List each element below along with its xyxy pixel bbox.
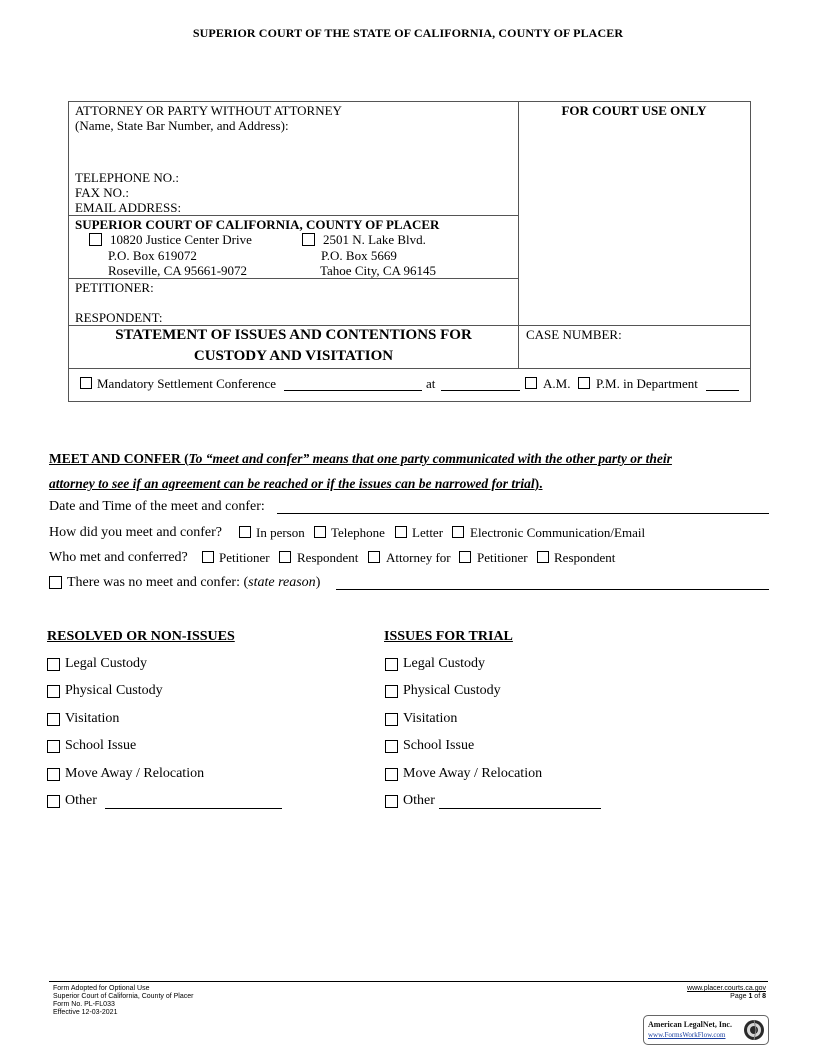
trial-heading: ISSUES FOR TRIAL [384,629,513,644]
tahoe-checkbox[interactable] [302,233,315,246]
meet-date-label: Date and Time of the meet and confer: [49,499,265,514]
email-label: EMAIL ADDRESS: [75,200,182,215]
resolved-other-field[interactable] [105,796,282,809]
trial-school-checkbox[interactable] [385,740,398,753]
logo-name: American LegalNet, Inc. [648,1020,732,1029]
department-field[interactable] [706,378,739,391]
trial-other-label: Other [403,793,435,808]
resolved-visitation-checkbox[interactable] [47,713,60,726]
attorney-label: ATTORNEY OR PARTY WITHOUT ATTORNEY [75,103,342,118]
case-number-label: CASE NUMBER: [526,327,622,342]
form-title-line1: STATEMENT OF ISSUES AND CONTENTIONS FOR [115,327,472,343]
divider-msc [68,368,750,369]
trial-visitation-checkbox[interactable] [385,713,398,726]
how-electronic-checkbox[interactable] [452,526,464,538]
resolved-physical-custody-label: Physical Custody [65,683,163,698]
roseville-city: Roseville, CA 95661-9072 [108,263,248,278]
footer-line-4: Effective 12-03-2021 [53,1009,118,1016]
divider-title [68,325,750,326]
footer-line-1: Form Adopted for Optional Use [53,985,150,992]
how-electronic-label: Electronic Communication/Email [470,525,646,540]
pm-label: P.M. in Department [596,376,698,391]
footer-left [53,985,193,1017]
msc-checkbox[interactable] [80,377,92,389]
no-meet-text: There was no meet and confer: ( [67,575,249,590]
trial-visitation-label: Visitation [403,711,458,726]
who-petitioner-checkbox[interactable] [202,551,214,563]
trial-legal-custody-label: Legal Custody [403,656,486,671]
court-name: SUPERIOR COURT OF CALIFORNIA, COUNTY OF PLACER [75,217,440,232]
trial-physical-custody-checkbox[interactable] [385,685,398,698]
meet-heading-end: ). [534,476,543,491]
who-petitioner-label: Petitioner [219,550,270,565]
tahoe-box: P.O. Box 5669 [321,248,397,263]
resolved-school-checkbox[interactable] [47,740,60,753]
who-attorney-petitioner-label: Petitioner [477,550,528,565]
page-num: 1 [748,993,753,1000]
who-attorney-petitioner-checkbox[interactable] [459,551,471,563]
form-title-line2: CUSTODY AND VISITATION [193,348,394,364]
tahoe-street: 2501 N. Lake Blvd. [323,232,426,247]
respondent-label: RESPONDENT: [75,310,163,325]
how-telephone-checkbox[interactable] [314,526,326,538]
footer-right [687,985,766,1001]
msc-at: at [426,376,436,391]
page-total: 8 [762,993,766,1000]
footer-line-2: Superior Court of California, County of Placer [53,993,194,1000]
resolved-heading: RESOLVED OR NON-ISSUES [47,629,235,644]
trial-move-away-checkbox[interactable] [385,768,398,781]
how-letter-checkbox[interactable] [395,526,407,538]
how-label: How did you meet and confer? [49,525,222,540]
am-checkbox[interactable] [525,377,537,389]
meet-confer-heading [49,446,749,496]
tahoe-city: Tahoe City, CA 96145 [320,263,436,278]
who-respondent-label: Respondent [297,550,359,565]
msc-label: Mandatory Settlement Conference [97,376,277,391]
fax-label: FAX NO.: [75,185,129,200]
who-label: Who met and conferred? [49,550,188,565]
meet-heading-italic-1: To “meet and confer” means that one party communicated with the other party or their [188,451,672,466]
trial-legal-custody-checkbox[interactable] [385,658,398,671]
resolved-move-away-checkbox[interactable] [47,768,60,781]
resolved-move-away-label: Move Away / Relocation [65,766,205,781]
who-attorney-respondent-label: Respondent [554,550,616,565]
resolved-other-label: Other [65,793,97,808]
roseville-box: P.O. Box 619072 [108,248,197,263]
resolved-school-label: School Issue [65,738,137,753]
telephone-label: TELEPHONE NO.: [75,170,179,185]
attorney-sub: (Name, State Bar Number, and Address): [75,118,289,133]
footer-rule [49,981,768,982]
trial-other-field[interactable] [439,796,601,809]
how-letter-label: Letter [412,525,444,540]
footer-line-3: Form No. PL-FL033 [53,1001,115,1008]
page-prefix: Page [730,993,749,1000]
pm-checkbox[interactable] [578,377,590,389]
am-label: A.M. [543,376,571,391]
roseville-street: 10820 Justice Center Drive [110,232,252,247]
legalnet-logo[interactable] [643,1015,769,1045]
resolved-physical-custody-checkbox[interactable] [47,685,60,698]
meet-heading-italic-2: attorney to see if an agreement can be reached or if the issues can be narrowed for trial [49,476,535,491]
meet-heading-lead: MEET AND CONFER ( [49,451,189,466]
meet-date-field[interactable] [277,501,769,514]
trial-physical-custody-label: Physical Custody [403,683,501,698]
who-respondent-checkbox[interactable] [279,551,291,563]
msc-date-field[interactable] [284,378,422,391]
trial-school-label: School Issue [403,738,475,753]
resolved-legal-custody-label: Legal Custody [65,656,148,671]
court-header: SUPERIOR COURT OF THE STATE OF CALIFORNIA, COUNTY OF PLACER [192,26,624,40]
resolved-other-checkbox[interactable] [47,795,60,808]
roseville-checkbox[interactable] [89,233,102,246]
no-meet-reason-field[interactable] [336,577,769,590]
logo-url: www.FormsWorkFlow.com [648,1031,726,1039]
who-attorney-respondent-checkbox[interactable] [537,551,549,563]
no-meet-label [67,575,320,591]
page-of: of [752,993,763,1000]
court-use-label: FOR COURT USE ONLY [561,103,707,118]
who-attorney-label: Attorney for [386,550,451,565]
resolved-legal-custody-checkbox[interactable] [47,658,60,671]
footer-website[interactable]: www.placer.courts.ca.gov [687,985,766,992]
how-telephone-label: Telephone [331,525,385,540]
footer-page [687,993,766,1001]
no-meet-reason: state reason [248,575,316,590]
no-meet-end: ) [315,575,321,590]
who-attorney-checkbox[interactable] [368,551,380,563]
logo-globe-icon [742,1018,766,1042]
resolved-visitation-label: Visitation [65,711,120,726]
no-meet-checkbox[interactable] [49,576,62,589]
petitioner-label: PETITIONER: [75,280,154,295]
how-inperson-checkbox[interactable] [239,526,251,538]
how-inperson-label: In person [256,525,305,540]
trial-move-away-label: Move Away / Relocation [403,766,543,781]
divider-vertical [518,101,519,368]
msc-time-field[interactable] [441,378,520,391]
trial-other-checkbox[interactable] [385,795,398,808]
